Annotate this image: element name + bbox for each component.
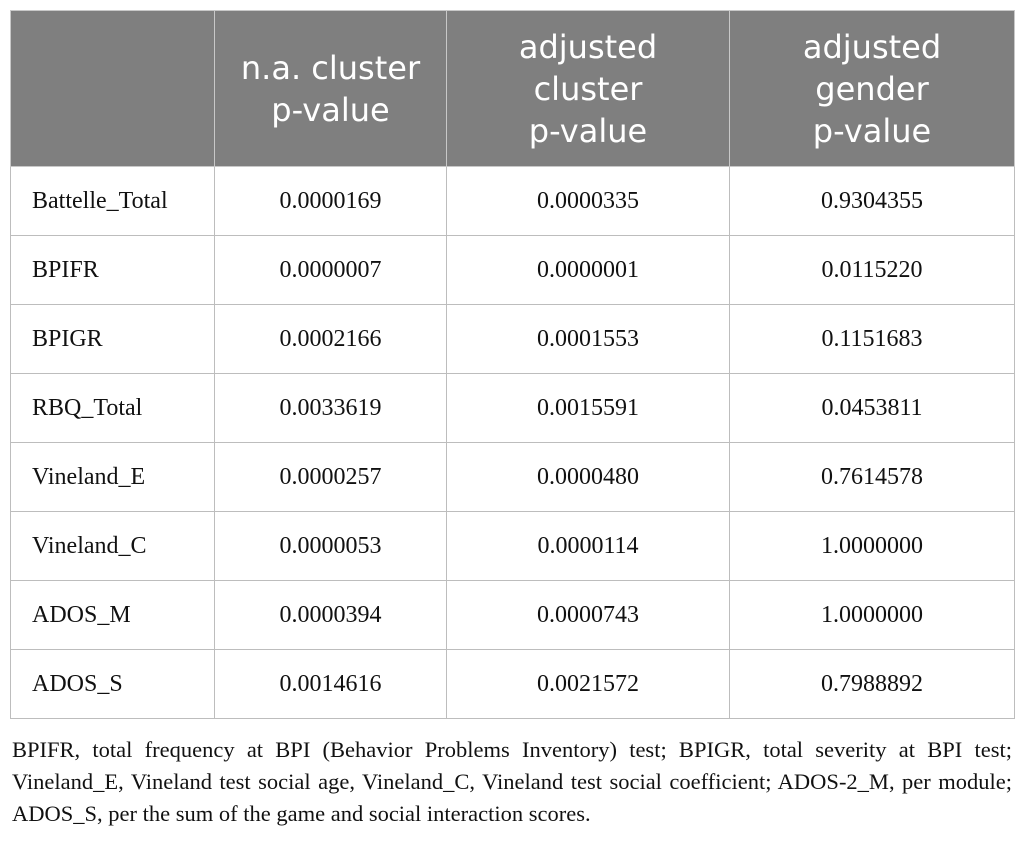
table-row xyxy=(11,650,1015,719)
row-label: BPIGR xyxy=(11,305,215,374)
adjusted-cluster-p-value-cell: 0.0000114 xyxy=(447,512,730,581)
adjusted-cluster-p-value-cell: 0.0001553 xyxy=(447,305,730,374)
adjusted-cluster-p-value-cell: 0.0000480 xyxy=(447,443,730,512)
row-label: RBQ_Total xyxy=(11,374,215,443)
row-label: Battelle_Total xyxy=(11,167,215,236)
adjusted-gender-p-value-cell: 1.0000000 xyxy=(730,512,1015,581)
table-row xyxy=(11,374,1015,443)
row-label: BPIFR xyxy=(11,236,215,305)
table-header-row xyxy=(11,11,1015,167)
row-label: Vineland_E xyxy=(11,443,215,512)
na-cluster-p-value-cell: 0.0000007 xyxy=(215,236,447,305)
header-corner-cell xyxy=(11,11,215,167)
adjusted-gender-p-value-cell: 0.7614578 xyxy=(730,443,1015,512)
table-row xyxy=(11,512,1015,581)
adjusted-gender-p-value-cell: 1.0000000 xyxy=(730,581,1015,650)
na-cluster-p-value-cell: 0.0033619 xyxy=(215,374,447,443)
na-cluster-p-value-cell: 0.0000394 xyxy=(215,581,447,650)
na-cluster-p-value-cell: 0.0000257 xyxy=(215,443,447,512)
table-row xyxy=(11,305,1015,374)
adjusted-gender-p-value-cell: 0.9304355 xyxy=(730,167,1015,236)
row-label: ADOS_S xyxy=(11,650,215,719)
adjusted-cluster-p-value-cell: 0.0015591 xyxy=(447,374,730,443)
table-row xyxy=(11,167,1015,236)
adjusted-gender-p-value-cell: 0.1151683 xyxy=(730,305,1015,374)
header-na-cluster-p-value: n.a. cluster p-value xyxy=(215,11,447,167)
results-table-container xyxy=(10,10,1014,719)
header-adjusted-gender-p-value: adjusted gender p-value xyxy=(730,11,1015,167)
table-footnote: BPIFR, total frequency at BPI (Behavior Problems Inventory) test; BPIGR, total severity at BPI test; Vineland_E, Vineland test social age, Vineland_C, Vineland test social coefficient; ADOS-2_M, per module; ADOS_S, per the sum of the game and social interaction scores. xyxy=(12,737,1012,826)
adjusted-cluster-p-value-cell: 0.0021572 xyxy=(447,650,730,719)
adjusted-cluster-p-value-cell: 0.0000001 xyxy=(447,236,730,305)
na-cluster-p-value-cell: 0.0014616 xyxy=(215,650,447,719)
adjusted-gender-p-value-cell: 0.0115220 xyxy=(730,236,1015,305)
adjusted-gender-p-value-cell: 0.7988892 xyxy=(730,650,1015,719)
results-table xyxy=(10,10,1015,719)
adjusted-gender-p-value-cell: 0.0453811 xyxy=(730,374,1015,443)
na-cluster-p-value-cell: 0.0000053 xyxy=(215,512,447,581)
na-cluster-p-value-cell: 0.0002166 xyxy=(215,305,447,374)
table-row xyxy=(11,443,1015,512)
table-row xyxy=(11,581,1015,650)
adjusted-cluster-p-value-cell: 0.0000743 xyxy=(447,581,730,650)
table-row xyxy=(11,236,1015,305)
adjusted-cluster-p-value-cell: 0.0000335 xyxy=(447,167,730,236)
na-cluster-p-value-cell: 0.0000169 xyxy=(215,167,447,236)
row-label: ADOS_M xyxy=(11,581,215,650)
row-label: Vineland_C xyxy=(11,512,215,581)
header-adjusted-cluster-p-value: adjusted cluster p-value xyxy=(447,11,730,167)
